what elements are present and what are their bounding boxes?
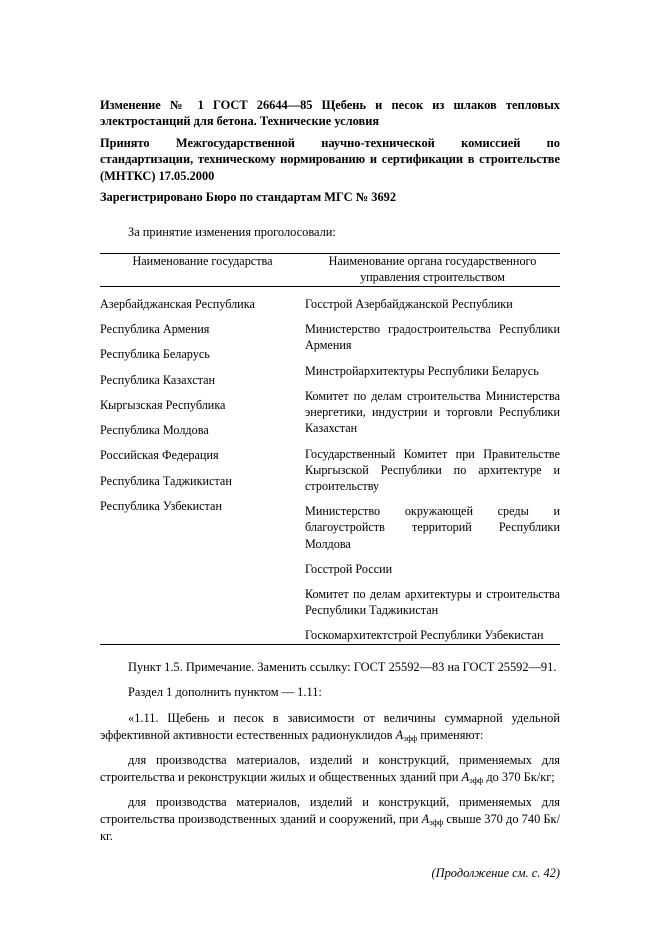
paragraph-item-1-5: Пункт 1.5. Примечание. Заменить ссылку: ГОСТ 25592—83 на ГОСТ 25592—91.	[128, 659, 557, 674]
table-row: Минстройархитектуры Республики Беларусь	[305, 363, 539, 378]
symbol-a-subscript: эфф	[469, 776, 484, 786]
paragraph-industrial-before: для производства материалов, изделий и конструкций, применяемых для строительства производственных зданий и сооружений, при	[100, 795, 560, 826]
table-row: Республика Молдова	[100, 423, 209, 438]
table-body-states	[100, 286, 305, 644]
table-row: Госстрой России	[305, 561, 393, 576]
paragraph-section-1-addition: Раздел 1 дополнить пунктом — 1.11:	[128, 685, 322, 700]
paragraph-industrial-after: свыше 370 до 740 Бк/кг.	[100, 811, 561, 843]
symbol-a-subscript: эфф	[403, 733, 418, 743]
symbol-a: А	[395, 727, 404, 742]
table-row: Комитет по делам строительства Министерства энергетики, индустрии и торговли Республики Казахстан	[305, 388, 560, 436]
table-row: Госстрой Азербайджанской Республики	[305, 296, 513, 311]
paragraph-residential-buildings	[100, 752, 560, 785]
table-row: Республика Казахстан	[100, 372, 216, 387]
symbol-a: А	[461, 769, 470, 784]
table-row: Государственный Комитет при Правительстве Кыргызской Республики по архитектуре и строительству	[305, 446, 560, 493]
heading-line-standard-title: Изменение № 1 ГОСТ 26644—85 Щебень и песок из шлаков тепловых электростанций для бетона. Технические условия	[100, 98, 560, 129]
symbol-a-subscript: эфф	[429, 818, 444, 828]
table-row: Республика Беларусь	[100, 347, 210, 362]
table-body-row	[100, 286, 560, 644]
paragraph-item-1-11-before: «1.11. Щебень и песок в зависимости от величины суммарной удельной эффективной активности естественных радионуклидов	[100, 710, 560, 742]
table-header-row	[100, 254, 560, 287]
continuation-note: (Продолжение см. с. 42)	[431, 866, 560, 881]
symbol-a: А	[421, 811, 430, 826]
table-row: Азербайджанская Республика	[100, 296, 255, 311]
heading-line-registration: Зарегистрировано Бюро по стандартам МГС № 3692	[100, 189, 397, 204]
document-content	[100, 97, 560, 881]
heading-line-adoption: Принято Межгосударственной научно-технической комиссией по стандартизации, техническому нормированию и сертификации в строительстве (МНТКС) 17.05.2000	[100, 135, 560, 183]
states-authorities-table	[100, 253, 560, 644]
table-body-authorities	[305, 286, 560, 644]
table-row: Республика Таджикистан	[100, 473, 232, 488]
document-heading	[100, 97, 560, 205]
table-header-authority: Наименование органа государственного управления строительством	[328, 254, 537, 285]
table-row: Российская Федерация	[100, 448, 219, 463]
paragraph-industrial-buildings	[100, 794, 560, 844]
table-row: Госкомархитектстрой Республики Узбекистан	[305, 628, 544, 643]
paragraph-item-1-11	[100, 710, 560, 743]
paragraph-residential-after: до 370 Бк/кг;	[483, 769, 555, 784]
table-header-state: Наименование государства	[132, 254, 273, 269]
table-row: Кыргызская Республика	[100, 397, 226, 412]
paragraph-residential-before: для производства материалов, изделий и конструкций, применяемых для строительства и реконструкции жилых и общественных зданий при	[100, 753, 560, 784]
table-row: Министерство градостроительства Республики Армения	[305, 322, 560, 353]
table-row: Республика Армения	[100, 322, 210, 337]
table-row: Комитет по делам архитектуры и строительства Республики Таджикистан	[305, 587, 560, 618]
table-row: Республика Узбекистан	[100, 498, 222, 513]
vote-intro-text: За принятие изменения проголосовали:	[128, 225, 336, 240]
paragraph-item-1-11-after: применяют:	[417, 727, 484, 742]
table-row: Министерство окружающей среды и благоустройств территорий Республики Молдова	[305, 504, 560, 551]
